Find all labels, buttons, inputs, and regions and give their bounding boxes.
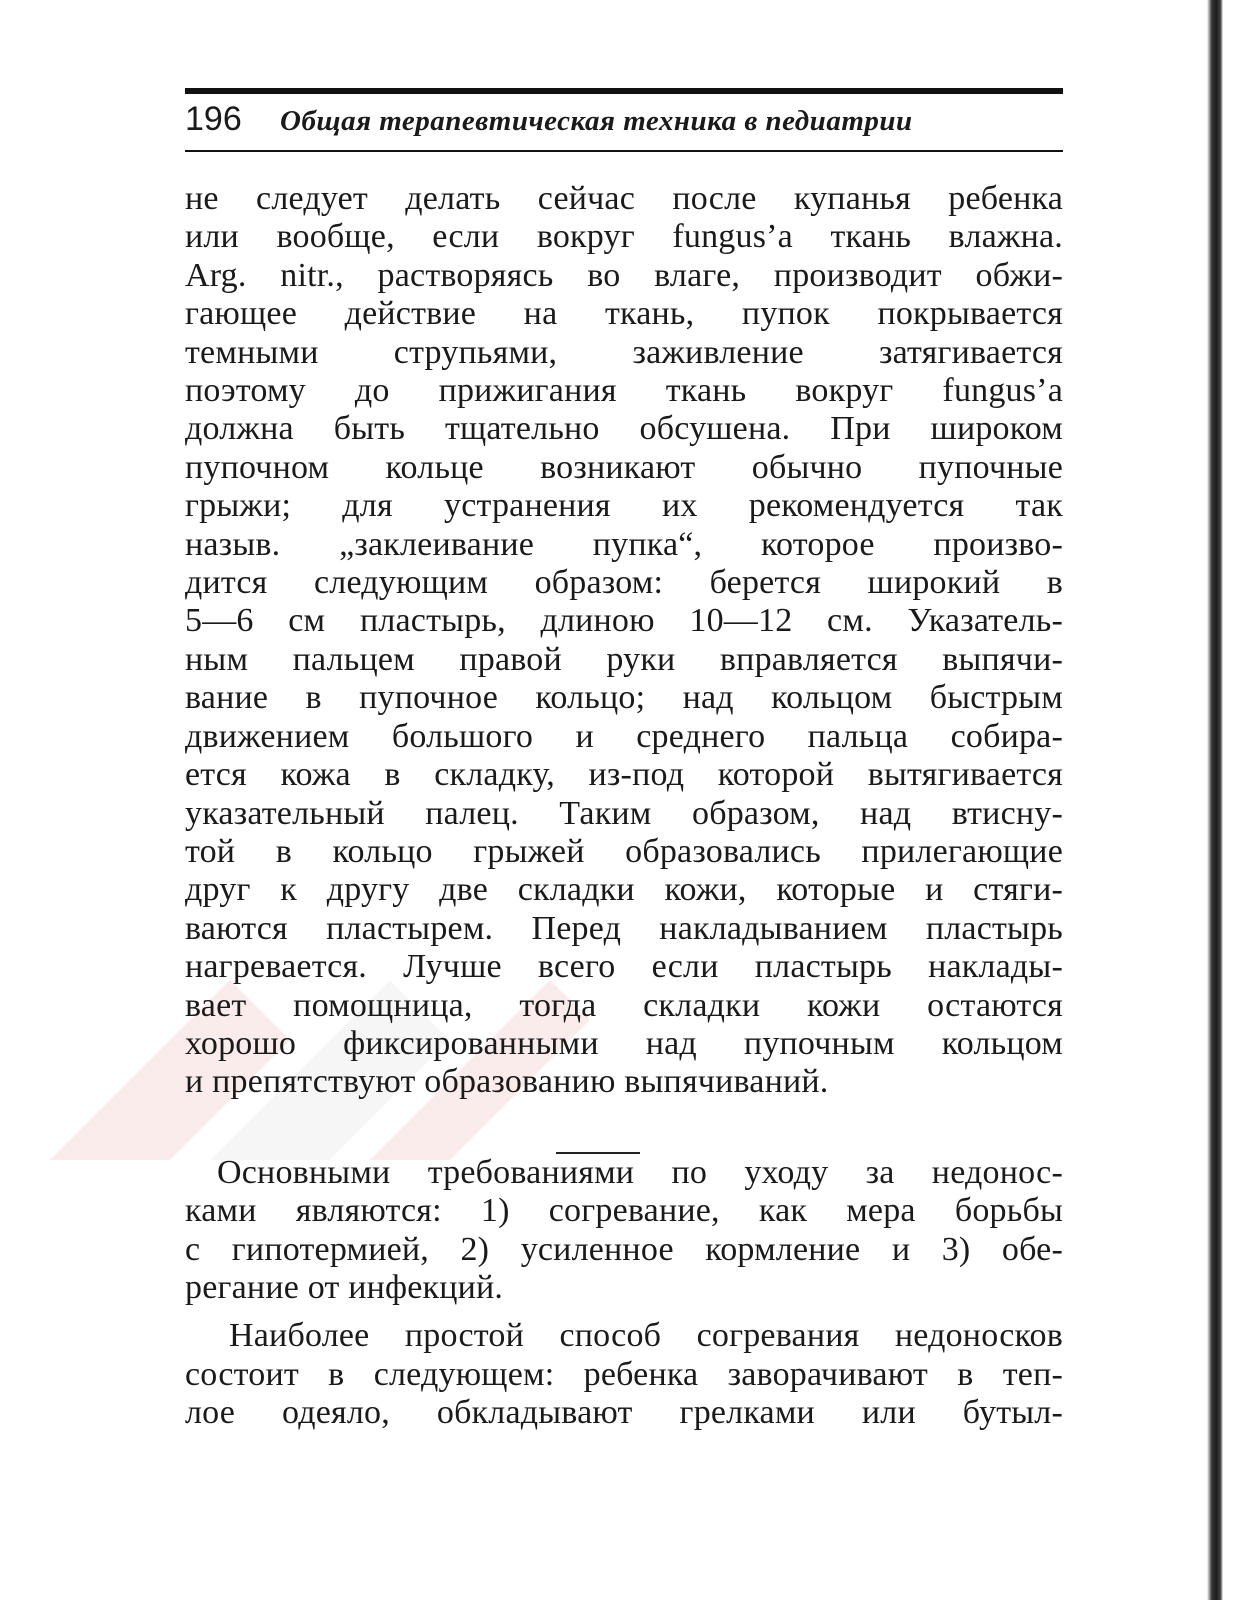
text-line: с гипотермией, 2) усиленное кормление и 3) обе- — [185, 1230, 1063, 1268]
running-header — [185, 94, 1063, 144]
text-line: Основными требованиями по уходу за недонос- — [217, 1153, 1063, 1191]
text-line: Наиболее простой способ согревания недоносков — [229, 1317, 1063, 1355]
text-line: дится следующим образом: берется широкий в — [185, 564, 1063, 602]
page-binding-edge — [1207, 0, 1223, 1600]
text-line: хорошо фиксированными над пупочным кольцом — [185, 1024, 1063, 1062]
text-line: гающее действие на ткань, пупок покрывается — [185, 295, 1063, 333]
text-line: друг к другу две складки кожи, которые и стяги- — [185, 871, 1063, 909]
text-line: той в кольцо грыжей образовались прилегающие — [185, 832, 1063, 870]
text-line: должна быть тщательно обсушена. При широком — [185, 410, 1063, 448]
section-divider — [556, 1152, 640, 1154]
text-line: поэтому до прижигания ткань вокруг fungus’a — [185, 372, 1063, 410]
text-line: ется кожа в складку, из-под которой вытягивается — [185, 756, 1063, 794]
text-line: лое одеяло, обкладывают грелками или бутыл- — [185, 1394, 1063, 1432]
page-number: 196 — [185, 100, 242, 138]
text-line: ками являются: 1) согревание, как мера борьбы — [185, 1192, 1063, 1230]
text-line: состоит в следующем: ребенка заворачивают в теп- — [185, 1355, 1063, 1393]
text-line: регание от инфекций. — [185, 1268, 504, 1306]
header-bottom-rule — [185, 150, 1063, 152]
text-line: темными струпьями, заживление затягивается — [185, 333, 1063, 371]
text-line: не следует делать сейчас после купанья ребенка — [185, 180, 1063, 217]
text-line: Arg. nitr., растворяясь во влаге, производит обжи- — [185, 256, 1063, 294]
running-title: Общая терапевтическая техника в педиатрии — [280, 105, 913, 137]
text-line: и препятствуют образованию выпячиваний. — [185, 1063, 829, 1101]
paragraph-warming-method — [185, 1317, 1063, 1432]
text-line: движением большого и среднего пальца собира- — [185, 717, 1063, 755]
text-line: пупочном кольце возникают обычно пупочные — [185, 448, 1063, 486]
text-line: указательный палец. Таким образом, над втисну- — [185, 794, 1063, 832]
text-line: нагревается. Лучше всего если пластырь наклады- — [185, 948, 1063, 986]
text-line: грыжи; для устранения их рекомендуется так — [185, 487, 1063, 525]
text-line: ваются пластырем. Перед накладыванием пластырь — [185, 909, 1063, 947]
body-text — [185, 180, 1063, 1433]
text-line: назыв. „заклеивание пупка“, которое произво- — [185, 525, 1063, 563]
text-line: ным пальцем правой руки вправляется выпячи- — [185, 640, 1063, 678]
text-line: или вообще, если вокруг fungus’a ткань влажна. — [185, 218, 1063, 256]
paragraph-hernia-care — [185, 180, 1063, 1102]
text-line: вает помощница, тогда складки кожи остаются — [185, 986, 1063, 1024]
book-page — [185, 88, 1063, 1433]
text-line: вание в пупочное кольцо; над кольцом быстрым — [185, 679, 1063, 717]
text-line: 5—6 см пластырь, длиною 10—12 см. Указатель- — [185, 602, 1063, 640]
paragraph-premature-care — [185, 1154, 1063, 1308]
